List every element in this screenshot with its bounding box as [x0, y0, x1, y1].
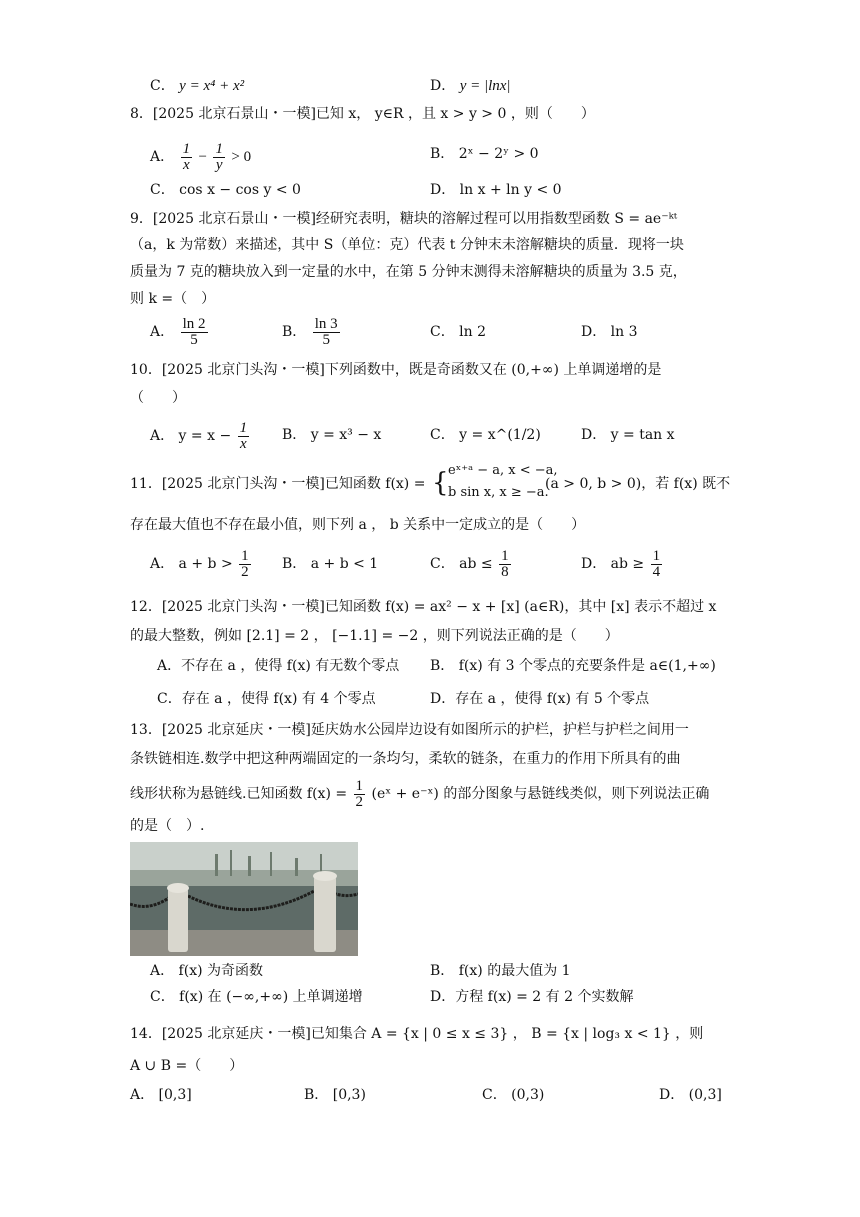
q13-line-2: 条铁链相连.数学中把这种两端固定的一条均匀，柔软的链条，在重力的作用下所具有的曲	[130, 751, 681, 767]
q8-option-d: D． ln x + ln y < 0	[430, 182, 562, 198]
q9-line-4: 则 k =（ ）	[130, 291, 216, 307]
q9-line-2: （a，k 为常数）来描述，其中 S（单位：克）代表 t 分钟末未溶解糖块的质量．现将一块	[130, 237, 684, 253]
q13-option-a: A． f(x) 为奇函数	[150, 963, 264, 979]
q12-line-2: 的最大整数，例如 [2.1] = 2 ， [−1.1] = −2 ，则下列说法正确的是（ ）	[130, 628, 619, 644]
q12-option-b: B． f(x) 有 3 个零点的充要条件是 a∈(1,+∞)	[430, 658, 716, 674]
q8-option-a: A． $\frac{1}{x}$ − $\frac{1}{y}$ > 0	[150, 140, 252, 173]
q9-option-c: C． ln 2	[430, 324, 487, 340]
q9-option-a: A． $\frac{\ln 2}{5}$	[150, 315, 206, 348]
q12-line-1: 12．[2025 北京门头沟・一模]已知函数 f(x) = ax² − x + [x] (a∈R)，其中 [x] 表示不超过 x	[130, 599, 717, 615]
q10-line-1: 10．[2025 北京门头沟・一模]下列函数中，既是奇函数又在 (0,+∞) 上单调递增的是	[130, 362, 662, 378]
q10-option-a: A． y = x − $\frac{1}{x}$	[150, 419, 248, 452]
q12-option-c: C．存在 a ，使得 f(x) 有 4 个零点	[157, 691, 376, 707]
q11-stem-pre: 11．[2025 北京门头沟・一模]已知函数 f(x) =	[130, 476, 426, 492]
q7-option-d: D． y = |lnx|	[430, 78, 511, 94]
q13-line-4: 的是（ ）.	[130, 818, 205, 834]
q13-line-1: 13．[2025 北京延庆・一模]延庆妫水公园岸边设有如图所示的护栏，护栏与护栏之间用一	[130, 722, 689, 738]
q13-option-d: D．方程 f(x) = 2 有 2 个实数解	[430, 989, 634, 1005]
q11-option-a: A． a + b > $\frac{1}{2}$	[150, 547, 249, 580]
q14-option-a: A． [0,3]	[130, 1087, 192, 1103]
q11-stem-post: (a > 0, b > 0)，若 f(x) 既不	[545, 476, 731, 492]
q10-option-b: B． y = x³ − x	[282, 427, 382, 443]
q9-line-1: 9．[2025 北京石景山・一模]经研究表明，糖块的溶解过程可以用指数型函数 S = ae⁻ᵏᵗ	[130, 211, 678, 227]
q11-option-b: B． a + b < 1	[282, 556, 379, 572]
q9-option-d: D． ln 3	[581, 324, 638, 340]
q9-option-b: B． $\frac{\ln 3}{5}$	[282, 315, 338, 348]
q13-option-b: B． f(x) 的最大值为 1	[430, 963, 571, 979]
q8-stem: 8．[2025 北京石景山・一模]已知 x， y∈R ，且 x > y > 0 ，则（ ）	[130, 106, 595, 122]
q12-option-a: A．不存在 a ，使得 f(x) 有无数个零点	[157, 658, 400, 674]
q11-option-d: D． ab ≥ $\frac{1}{4}$	[581, 547, 661, 580]
q13-option-c: C． f(x) 在 (−∞,+∞) 上单调递增	[150, 989, 363, 1005]
q11-line-2: 存在最大值也不存在最小值，则下列 a ， b 关系中一定成立的是（ ）	[130, 517, 586, 533]
q10-option-c: C． y = x^(1/2)	[430, 427, 541, 443]
q14-option-c: C． (0,3)	[482, 1087, 545, 1103]
q12-option-d: D．存在 a ，使得 f(x) 有 5 个零点	[430, 691, 650, 707]
q11-case-2: b sin x, x ≥ −a.	[448, 485, 549, 500]
q14-option-b: B． [0,3)	[304, 1087, 366, 1103]
q8-option-c: C． cos x − cos y < 0	[150, 182, 301, 198]
q8-option-b: B． 2ˣ − 2ʸ > 0	[430, 146, 539, 162]
q10-line-2: （ ）	[130, 390, 186, 406]
q11-brace: {	[432, 468, 449, 498]
q10-option-d: D． y = tan x	[581, 427, 675, 443]
q13-line-3: 线形状称为悬链线.已知函数 f(x) = $\frac{1}{2}$ (eˣ + e⁻ˣ) 的部分图象与悬链线类似，则下列说法正确	[130, 777, 710, 810]
q7-option-c: C． y = x⁴ + x²	[150, 78, 245, 94]
q11-option-c: C． ab ≤ $\frac{1}{8}$	[430, 547, 509, 580]
q14-line-1: 14．[2025 北京延庆・一模]已知集合 A = {x | 0 ≤ x ≤ 3} ， B = {x | log₃ x < 1} ，则	[130, 1026, 704, 1042]
q11-case-1: eˣ⁺ᵃ − a, x < −a,	[448, 463, 558, 478]
q14-option-d: D． (0,3]	[659, 1087, 722, 1103]
q14-line-2: A ∪ B =（ ）	[130, 1058, 244, 1074]
q9-line-3: 质量为 7 克的糖块放入到一定量的水中，在第 5 分钟末测得未溶解糖块的质量为 3.5 克，	[130, 264, 687, 280]
railing-photo	[130, 842, 358, 956]
